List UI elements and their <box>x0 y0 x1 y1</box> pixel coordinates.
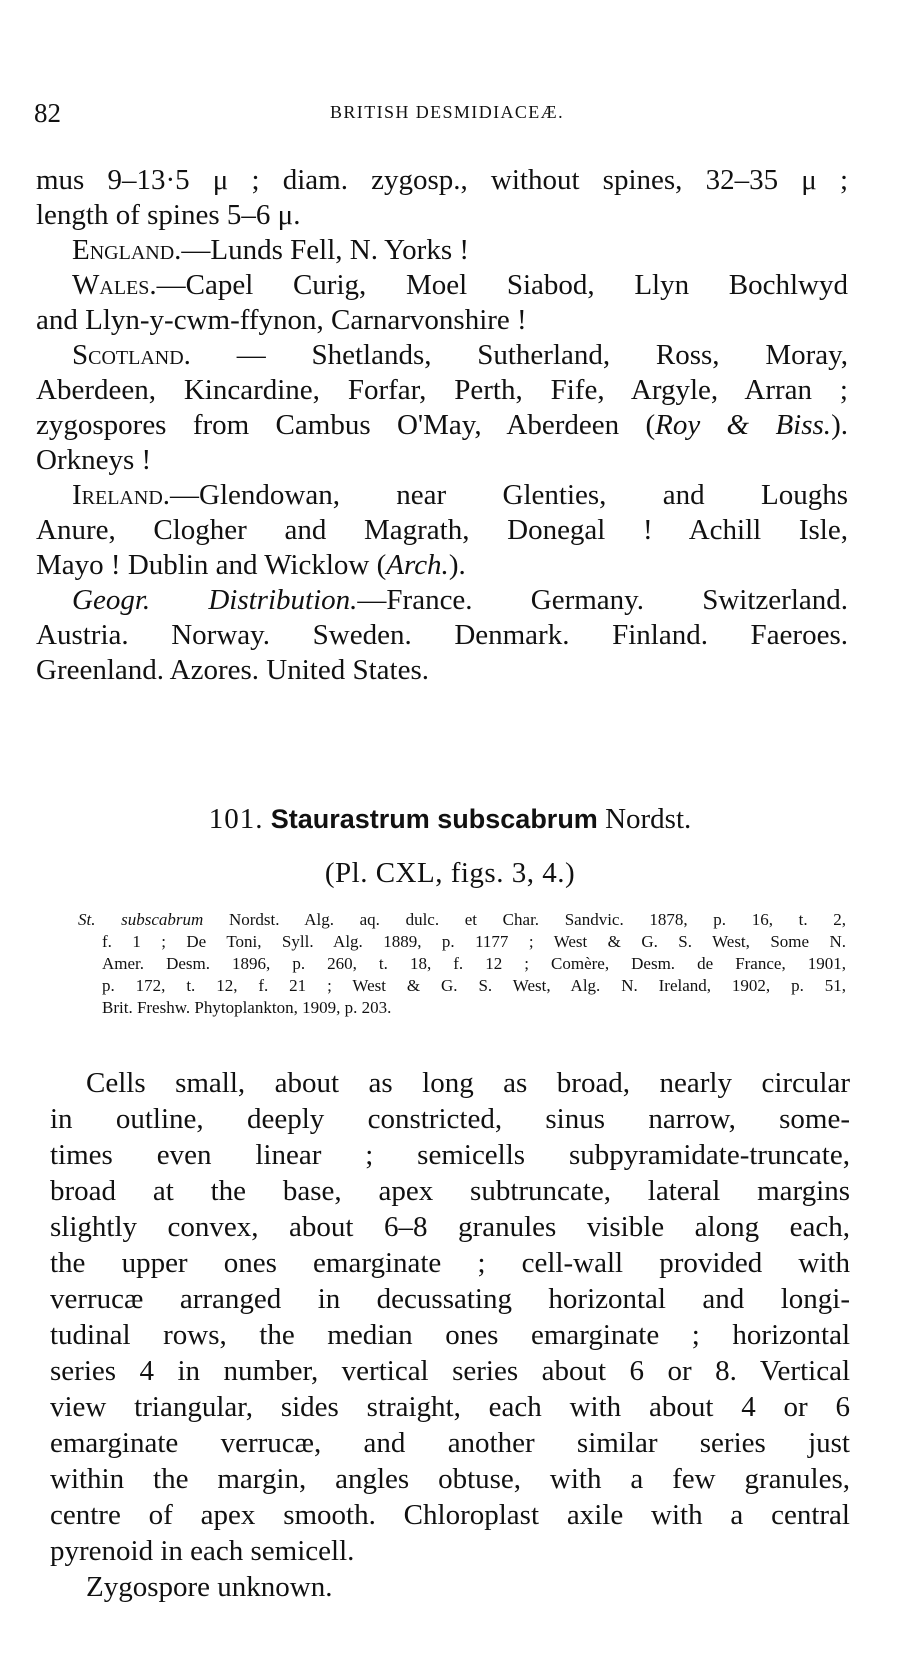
locality-text: Orkneys ! <box>36 444 152 476</box>
description-line: in outline, deeply constricted, sinus narrow, some- <box>50 1103 850 1135</box>
locality-text: ). <box>448 549 466 581</box>
locality-text: Mayo ! Dublin and Wicklow ( <box>36 549 387 581</box>
description-line: broad at the base, apex subtruncate, lateral margins <box>50 1175 850 1207</box>
description-line: Cells small, about as long as broad, nearly circular <box>86 1067 850 1099</box>
region-label: Scotland. <box>72 339 191 371</box>
distribution-text: Greenland. Azores. United States. <box>36 654 430 686</box>
description-line: tudinal rows, the median ones emarginate ; horizontal <box>50 1319 850 1351</box>
region-label: Wales. <box>72 269 157 301</box>
region-label: Ireland. <box>72 479 171 511</box>
species-number: 101. <box>208 803 264 835</box>
region-label: England. <box>72 234 182 266</box>
reference-line: Brit. Freshw. Phytoplankton, 1909, p. 203. <box>102 998 392 1017</box>
locality-text: — Shetlands, Sutherland, Ross, Moray, <box>190 339 848 371</box>
species-abbreviation: St. subscabrum <box>78 910 204 929</box>
authority-citation: Roy & Biss. <box>655 409 832 441</box>
locality-text <box>36 408 848 443</box>
locality-text: and Llyn-y-cwm-ffynon, Carnarvonshire ! <box>36 304 527 336</box>
locality-text: —Lunds Fell, N. Yorks ! <box>181 234 470 266</box>
bibliographic-references <box>78 909 846 1019</box>
page-number: 82 <box>34 98 61 128</box>
reference-line: f. 1 ; De Toni, Syll. Alg. 1889, p. 1177 ; West & G. S. West, Some N. <box>102 932 846 951</box>
measurement-line: length of spines 5–6 μ. <box>36 199 301 231</box>
locality-text: —Capel Curig, Moel Siabod, Llyn Bochlwyd <box>156 269 848 301</box>
description-line: the upper ones emarginate ; cell-wall provided with <box>50 1247 850 1279</box>
locality-ireland <box>36 478 848 513</box>
description-line: times even linear ; semicells subpyramidate-truncate, <box>50 1139 850 1171</box>
description-line: centre of apex smooth. Chloroplast axile with a central <box>50 1499 850 1531</box>
reference-line: Amer. Desm. 1896, p. 260, t. 18, f. 12 ; Comère, Desm. de France, 1901, <box>102 954 846 973</box>
geographic-distribution <box>36 583 848 618</box>
description-line: pyrenoid in each semicell. <box>50 1535 355 1567</box>
previous-species-continuation <box>36 163 848 688</box>
species-author: Nordst. <box>605 803 692 835</box>
locality-wales <box>36 268 848 303</box>
description-line: within the margin, angles obtuse, with a few granules, <box>50 1463 850 1495</box>
distribution-label: Geogr. Distribution. <box>72 584 358 616</box>
locality-text: zygospores from Cambus O'May, Aberdeen ( <box>36 409 656 441</box>
plate-reference: (Pl. CXL, figs. 3, 4.) <box>324 857 576 889</box>
locality-scotland <box>36 338 848 373</box>
description-line: slightly convex, about 6–8 granules visible along each, <box>50 1211 850 1243</box>
locality-text: ). <box>831 409 848 441</box>
description-line: view triangular, sides straight, each with about 4 or 6 <box>50 1391 850 1423</box>
zygospore-note: Zygospore unknown. <box>86 1571 333 1603</box>
locality-text <box>36 548 848 583</box>
species-heading <box>0 803 900 836</box>
distribution-text: —France. Germany. Switzerland. <box>357 584 849 616</box>
running-head: BRITISH DESMIDIACEÆ. <box>329 102 564 122</box>
page-header <box>34 98 860 130</box>
locality-text: Anure, Clogher and Magrath, Donegal ! Achill Isle, <box>36 514 848 546</box>
reference-line: p. 172, t. 12, f. 21 ; West & G. S. West, Alg. N. Ireland, 1902, p. 51, <box>102 976 846 995</box>
description-line: series 4 in number, vertical series about 6 or 8. Vertical <box>50 1355 850 1387</box>
reference-text: Nordst. Alg. aq. dulc. et Char. Sandvic. 1878, p. 16, t. 2, <box>203 910 846 929</box>
locality-text: —Glendowan, near Glenties, and Loughs <box>170 479 848 511</box>
description-line: verrucæ arranged in decussating horizontal and longi- <box>50 1283 850 1315</box>
locality-england <box>36 233 848 268</box>
distribution-text: Austria. Norway. Sweden. Denmark. Finland. Faeroes. <box>36 619 848 651</box>
species-name: Staurastrum subscabrum <box>270 804 598 834</box>
locality-text: Aberdeen, Kincardine, Forfar, Perth, Fife, Argyle, Arran ; <box>36 374 848 406</box>
species-description <box>50 1065 850 1605</box>
description-line: emarginate verrucæ, and another similar series just <box>50 1427 850 1459</box>
reference-line <box>78 909 846 931</box>
measurement-line: mus 9–13·5 μ ; diam. zygosp., without spines, 32–35 μ ; <box>36 164 848 196</box>
authority-citation: Arch. <box>386 549 449 581</box>
